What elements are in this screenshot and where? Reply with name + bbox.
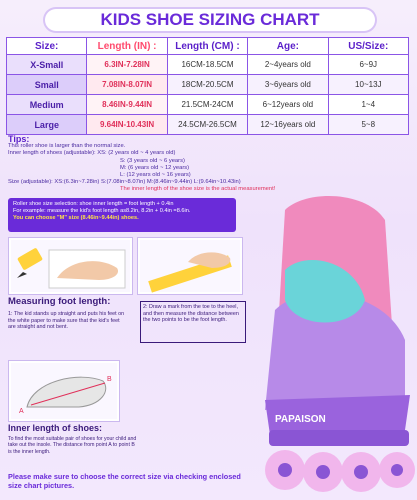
cell-length-cm: 21.5CM-24CM xyxy=(167,95,247,115)
table-row xyxy=(7,95,409,115)
inline-skate-image xyxy=(245,190,417,500)
tips-line: M: (6 years old ~ 12 years) xyxy=(120,164,190,171)
tips-line: The inner length of the shoe size is the actual measurement! xyxy=(120,186,276,193)
cell-length-cm: 18CM-20.5CM xyxy=(167,75,247,95)
selection-line: Roller shoe size selection: shoe inner length = foot length + 0.4in xyxy=(13,201,174,207)
col-size: Size: xyxy=(7,38,87,55)
foot-on-paper-illustration xyxy=(8,237,133,295)
tips-line: L: (12 years old ~ 16 years) xyxy=(120,172,191,179)
table-row xyxy=(7,55,409,75)
wheel-icon xyxy=(303,452,343,492)
inner-length-text: To find the most suitable pair of shoes for your child and take out the insole. The distance from point A to point B is the inner length. xyxy=(8,436,137,455)
cell-size: Medium xyxy=(7,95,87,115)
tips-line: S: (3 years old ~ 6 years) xyxy=(120,157,185,164)
col-length-in: Length (IN) : xyxy=(87,38,167,55)
cell-us-size: 5~8 xyxy=(328,115,408,135)
measuring-step-2: 2: Draw a mark from the toe to the heel, and then measure the distance between the two points to be the foot length. xyxy=(140,301,246,343)
table-row xyxy=(7,75,409,95)
cell-age: 2~4years old xyxy=(248,55,328,75)
col-length-cm: Length (CM) : xyxy=(167,38,247,55)
col-us-size: US/Size: xyxy=(328,38,408,55)
selection-line: For example: measure the kid's foot length as8.2in, 8.2in + 0.4in =8.6in. xyxy=(13,208,191,214)
tips-line: Size (adjustable): XS:(6.3in~7.28in) S:(7.08in~8.07in) M:(8.46in~9.44in) L:(9.64in~10.43in) xyxy=(8,179,241,186)
cell-us-size: 1~4 xyxy=(328,95,408,115)
cell-us-size: 6~9J xyxy=(328,55,408,75)
cell-length-in: 7.08IN-8.07IN xyxy=(87,75,167,95)
brand-label: PAPAISON xyxy=(275,414,326,425)
size-selection-box xyxy=(8,198,236,232)
cell-us-size: 10~13J xyxy=(328,75,408,95)
cell-size: Large xyxy=(7,115,87,135)
cell-age: 3~6years old xyxy=(248,75,328,95)
tips-section xyxy=(8,136,410,194)
tips-line: Inner length of shoes (adjustable): XS: (2 years old ~ 4 years old) xyxy=(8,150,176,157)
cell-length-cm: 24.5CM-26.5CM xyxy=(167,115,247,135)
cell-age: 12~16years old xyxy=(248,115,328,135)
chart-title: KIDS SHOE SIZING CHART xyxy=(45,9,375,31)
measuring-heading: Measuring foot length: xyxy=(8,296,111,307)
mark-a: A xyxy=(19,408,24,415)
cell-age: 6~12years old xyxy=(248,95,328,115)
cell-length-in: 6.3IN-7.28IN xyxy=(87,55,167,75)
mark-b: B xyxy=(107,376,112,383)
table-header-row xyxy=(7,38,409,55)
cell-length-in: 9.64IN-10.43IN xyxy=(87,115,167,135)
cell-size: X-Small xyxy=(7,55,87,75)
tips-line: This roller shoe is larger than the normal size. xyxy=(8,143,126,150)
cell-length-cm: 16CM-18.5CM xyxy=(167,55,247,75)
size-chart-table xyxy=(6,37,409,135)
insole-illustration xyxy=(8,360,120,422)
wheel-icon xyxy=(265,450,305,490)
wheel-icon xyxy=(379,452,415,488)
inner-length-heading: Inner length of shoes: xyxy=(8,423,103,433)
cell-size: Small xyxy=(7,75,87,95)
measuring-step-1: 1: The kid stands up straight and puts his feet on the white paper to make sure that the kid's feet are straight and not bent. xyxy=(8,311,125,331)
tips-heading: Tips: xyxy=(8,134,30,144)
ruler-measure-illustration xyxy=(137,237,243,295)
footer-note: Please make sure to choose the correct size via checking enclosed size chart pictures. xyxy=(8,472,241,490)
wheel-icon xyxy=(341,452,381,492)
cell-length-in: 8.46IN-9.44IN xyxy=(87,95,167,115)
col-age: Age: xyxy=(248,38,328,55)
table-row xyxy=(7,115,409,135)
selection-line: You can choose "M" size (8.46in~9.44in) shoes. xyxy=(13,215,139,221)
